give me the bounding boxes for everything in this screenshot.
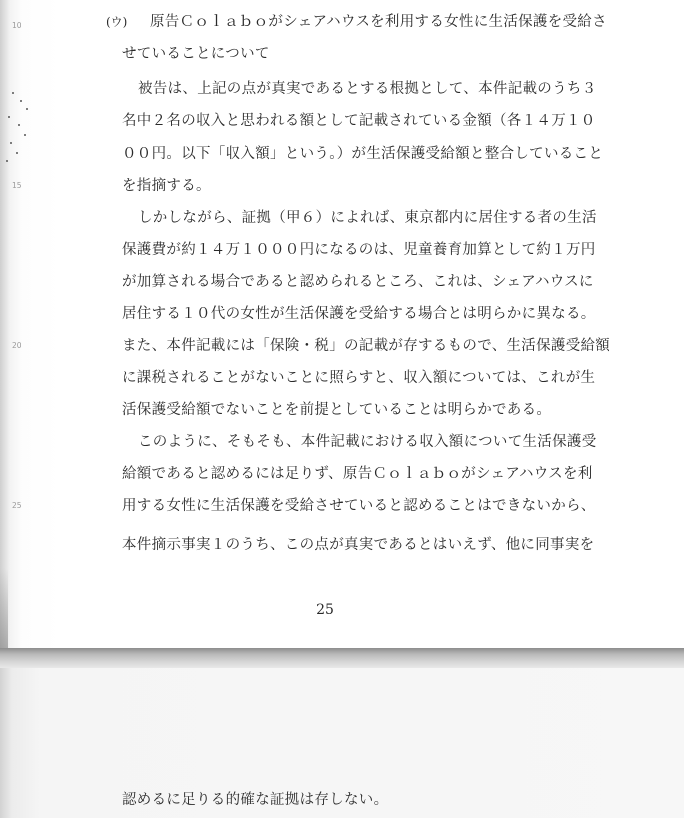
document-page-next bbox=[0, 668, 684, 818]
body-line: 保護費が約１４万１０００円になるのは、児童養育加算として約１万円 bbox=[122, 242, 596, 258]
body-line: 用する女性に生活保護を受給させていると認めることはできないから、 bbox=[122, 498, 596, 514]
body-line: せていることについて bbox=[122, 46, 270, 62]
body-line: を指摘する。 bbox=[122, 178, 211, 194]
body-line: このように、そもそも、本件記載における収入額について生活保護受 bbox=[138, 434, 597, 450]
scan-speckle bbox=[20, 100, 22, 102]
line-number-marker: 25 bbox=[12, 501, 22, 510]
scan-speckle bbox=[18, 124, 20, 126]
page-number: 25 bbox=[316, 602, 334, 618]
body-line: 居住する１０代の女性が生活保護を受給する場合とは明らかに異なる。 bbox=[122, 306, 596, 322]
section-heading: 原告Ｃｏｌａｂｏがシェアハウスを利用する女性に生活保護を受給さ bbox=[150, 14, 607, 30]
scan-speckle bbox=[26, 108, 28, 110]
body-line: ００円。以下「収入額」という。）が生活保護受給額と整合していること bbox=[122, 146, 604, 162]
body-line: 給額であると認めるには足りず、原告Ｃｏｌａｂｏがシェアハウスを利 bbox=[122, 466, 593, 482]
scan-speckle bbox=[10, 142, 12, 144]
line-number-marker: 20 bbox=[12, 341, 22, 350]
scan-speckle bbox=[12, 92, 14, 94]
body-line: しかしながら、証拠（甲６）によれば、東京都内に居住する者の生活 bbox=[138, 210, 597, 226]
body-line: 認めるに足りる的確な証拠は存しない。 bbox=[122, 792, 389, 808]
page-separator bbox=[0, 648, 684, 668]
body-line: に課税されることがないことに照らすと、収入額については、これが生 bbox=[122, 370, 596, 386]
scan-speckle bbox=[16, 152, 18, 154]
line-number-marker: 15 bbox=[12, 181, 22, 190]
body-line: が加算される場合であると認められるところ、これは、シェアハウスに bbox=[122, 274, 594, 290]
body-line: 活保護受給額でないことを前提としていることは明らかである。 bbox=[122, 402, 552, 418]
line-number-marker: 10 bbox=[12, 21, 22, 30]
section-label: (ウ) bbox=[106, 15, 128, 29]
body-line: 被告は、上記の点が真実であるとする根拠として、本件記載のうち３ bbox=[138, 81, 597, 97]
scan-speckle bbox=[6, 160, 8, 162]
scan-speckle bbox=[8, 116, 10, 118]
body-line: また、本件記載には「保険・税」の記載が存するもので、生活保護受給額 bbox=[122, 338, 611, 354]
body-line: 名中２名の収入と思われる額として記載されている金額（各１４万１０ bbox=[122, 113, 596, 129]
scan-speckle bbox=[24, 134, 26, 136]
body-line: 本件摘示事実１のうち、この点が真実であるとはいえず、他に同事実を bbox=[122, 537, 595, 553]
